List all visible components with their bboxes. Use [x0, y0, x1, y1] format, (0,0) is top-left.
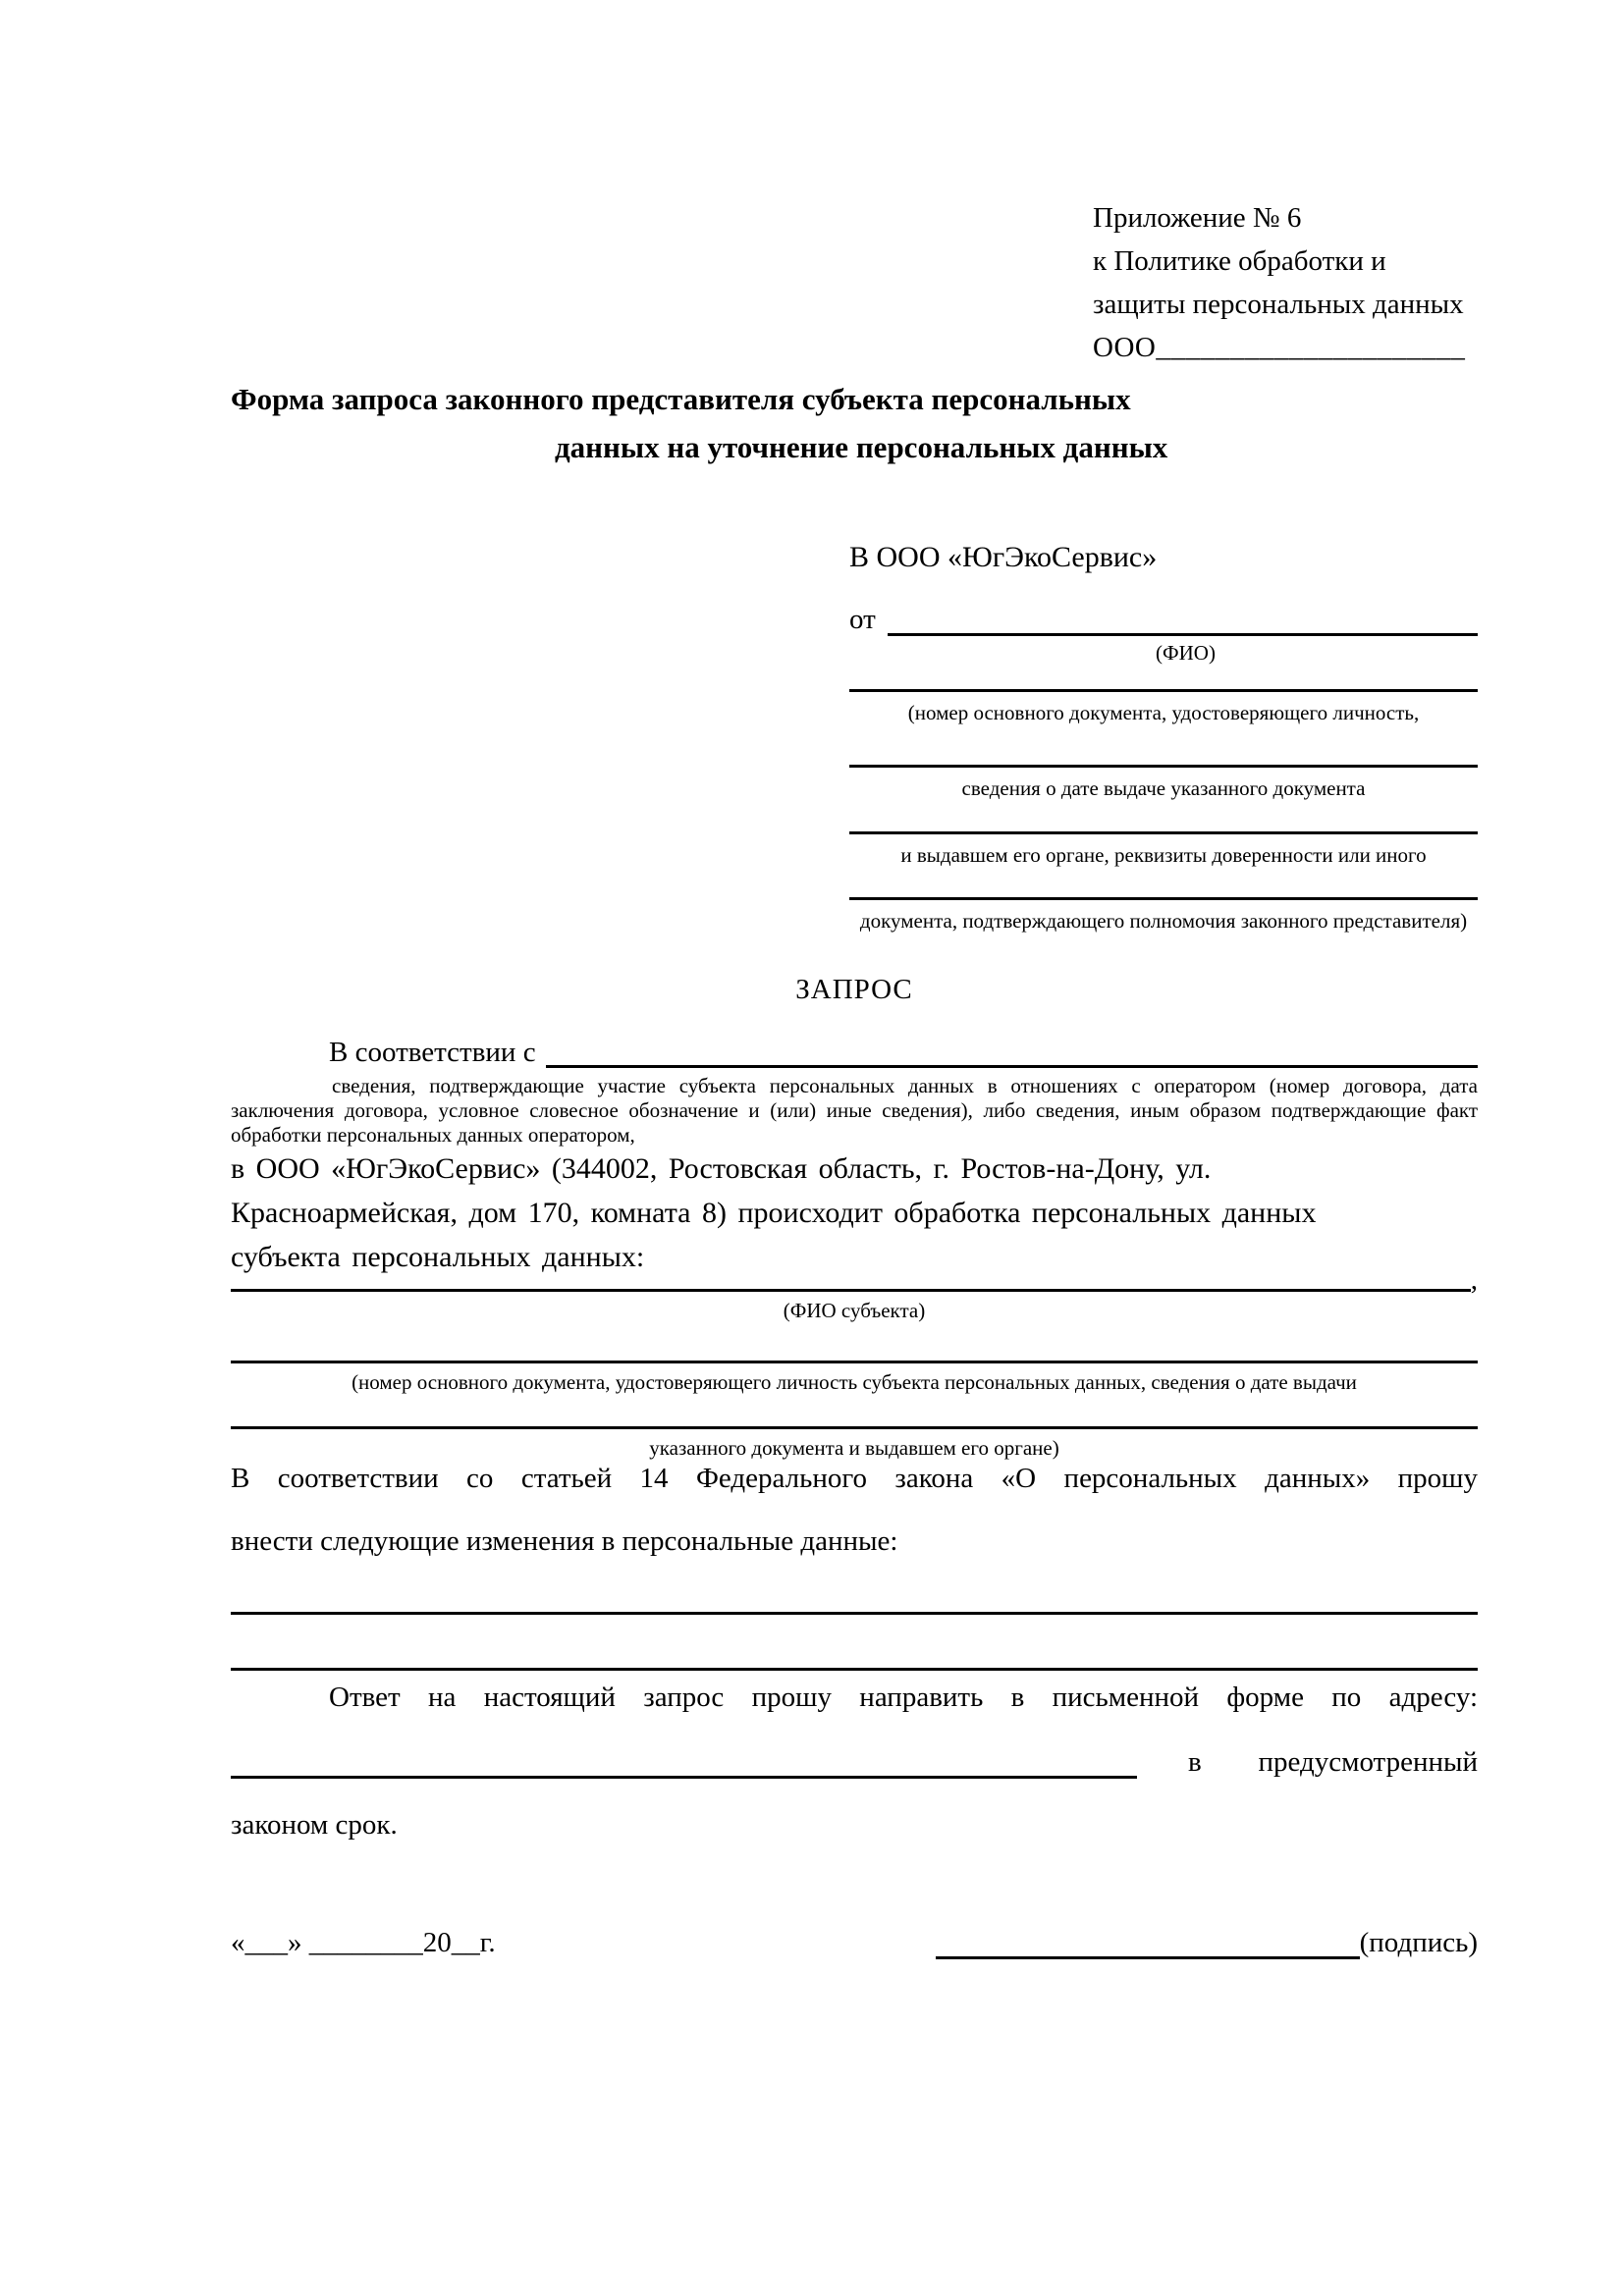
note-line: обработки персональных данных оператором, — [231, 1123, 635, 1147]
address-field — [231, 1734, 1478, 1779]
accordance-field — [231, 1029, 1478, 1068]
document-number-input-line[interactable] — [849, 689, 1478, 692]
note-line: сведения, подтверждающие участие субъекта персональных данных в отношениях с оператором (номер договора, дата — [332, 1074, 1478, 1097]
authority-document-input-line[interactable] — [849, 897, 1478, 900]
from-label: от — [849, 604, 876, 635]
explanatory-note — [231, 1074, 1478, 1148]
representative-document-field — [849, 765, 1478, 801]
representative-document-field — [849, 689, 1478, 725]
footer-row — [231, 1914, 1478, 1959]
signature-caption: (подпись) — [1359, 1927, 1478, 1958]
signature-field — [936, 1923, 1478, 1959]
company-name-blank[interactable]: ООО_____________________ — [1093, 332, 1466, 363]
operator-line: в ООО «ЮгЭкоСервис» (344002, Ростовская область, г. Ростов-на-Дону, ул. — [231, 1152, 1212, 1185]
signature-input-line[interactable] — [936, 1923, 1360, 1959]
note-line: заключения договора, условное словесное обозначение и (или) иные сведения), либо сведения, иным образом подтверждающие факт — [231, 1098, 1478, 1122]
subject-fio-field — [231, 1262, 1478, 1296]
subject-block — [231, 1262, 1478, 1461]
field-caption: документа, подтверждающего полномочия законного представителя) — [859, 909, 1468, 933]
document-issue-date-input-line[interactable] — [849, 765, 1478, 768]
answer-word: в — [1188, 1746, 1202, 1778]
answer-paragraph — [231, 1675, 1478, 1847]
field-caption: сведения о дате выдаче указанного документа — [961, 776, 1366, 800]
operator-line: субъекта персональных данных: — [231, 1241, 645, 1273]
subject-fio-input-line[interactable] — [231, 1259, 1471, 1292]
answer-word: предусмотренный — [1258, 1746, 1478, 1778]
addressee-company: В ООО «ЮгЭкоСервис» — [849, 541, 1158, 573]
address-input-line[interactable] — [231, 1742, 1137, 1779]
article-line: внести следующие изменения в персональные данные: — [231, 1525, 898, 1557]
accordance-label: В соответствии с — [329, 1037, 536, 1068]
representative-document-field — [849, 831, 1478, 868]
article-paragraph — [231, 1447, 1478, 1671]
representative-fio-input-line[interactable] — [888, 600, 1478, 636]
operator-line: Красноармейская, дом 170, комната 8) происходит обработка персональных данных — [231, 1197, 1317, 1229]
appendix-line: защиты персональных данных — [1093, 289, 1464, 320]
answer-line: Ответ на настоящий запрос прошу направить в письменной форме по адресу: — [329, 1682, 1478, 1713]
appendix-line: к Политике обработки и — [1093, 245, 1386, 277]
date-blank[interactable]: «___» ________20__г. — [231, 1927, 496, 1958]
addressee-block — [849, 538, 1478, 934]
subject-document-input-line-2[interactable] — [231, 1426, 1478, 1429]
answer-line: законом срок. — [231, 1809, 398, 1841]
from-field — [849, 591, 1478, 636]
subject-document-caption: (номер основного документа, удостоверяющего личность субъекта персональных данных, сведения о дате выдачи — [352, 1370, 1357, 1394]
document-title — [231, 375, 1478, 471]
trailing-comma: , — [1470, 1264, 1478, 1296]
changes-input-line-2[interactable] — [231, 1668, 1478, 1671]
article-line: В соответствии со статьей 14 Федерального закона «О персональных данных» прошу — [231, 1463, 1478, 1494]
subject-document-input-line[interactable] — [231, 1361, 1478, 1363]
accordance-input-line[interactable] — [546, 1034, 1478, 1068]
answer-tail — [1137, 1745, 1478, 1779]
subject-fio-caption: (ФИО субъекта) — [783, 1299, 926, 1322]
title-line-2: данных на уточнение персональных данных — [555, 430, 1168, 464]
title-line-1: Форма запроса законного представителя субъекта персональных — [231, 382, 1131, 416]
fio-caption: (ФИО) — [1156, 641, 1216, 665]
appendix-note — [1093, 196, 1486, 369]
subject-document-caption: указанного документа и выдавшем его органе) — [649, 1436, 1059, 1460]
request-heading: ЗАПРОС — [795, 974, 913, 1005]
changes-input-line-1[interactable] — [231, 1612, 1478, 1615]
field-caption: (номер основного документа, удостоверяющего личность, — [907, 701, 1420, 724]
field-caption: и выдавшем его органе, реквизиты доверенности или иного — [900, 843, 1427, 867]
representative-document-field — [849, 897, 1478, 934]
issuing-authority-input-line[interactable] — [849, 831, 1478, 834]
appendix-line: Приложение № 6 — [1093, 202, 1302, 234]
